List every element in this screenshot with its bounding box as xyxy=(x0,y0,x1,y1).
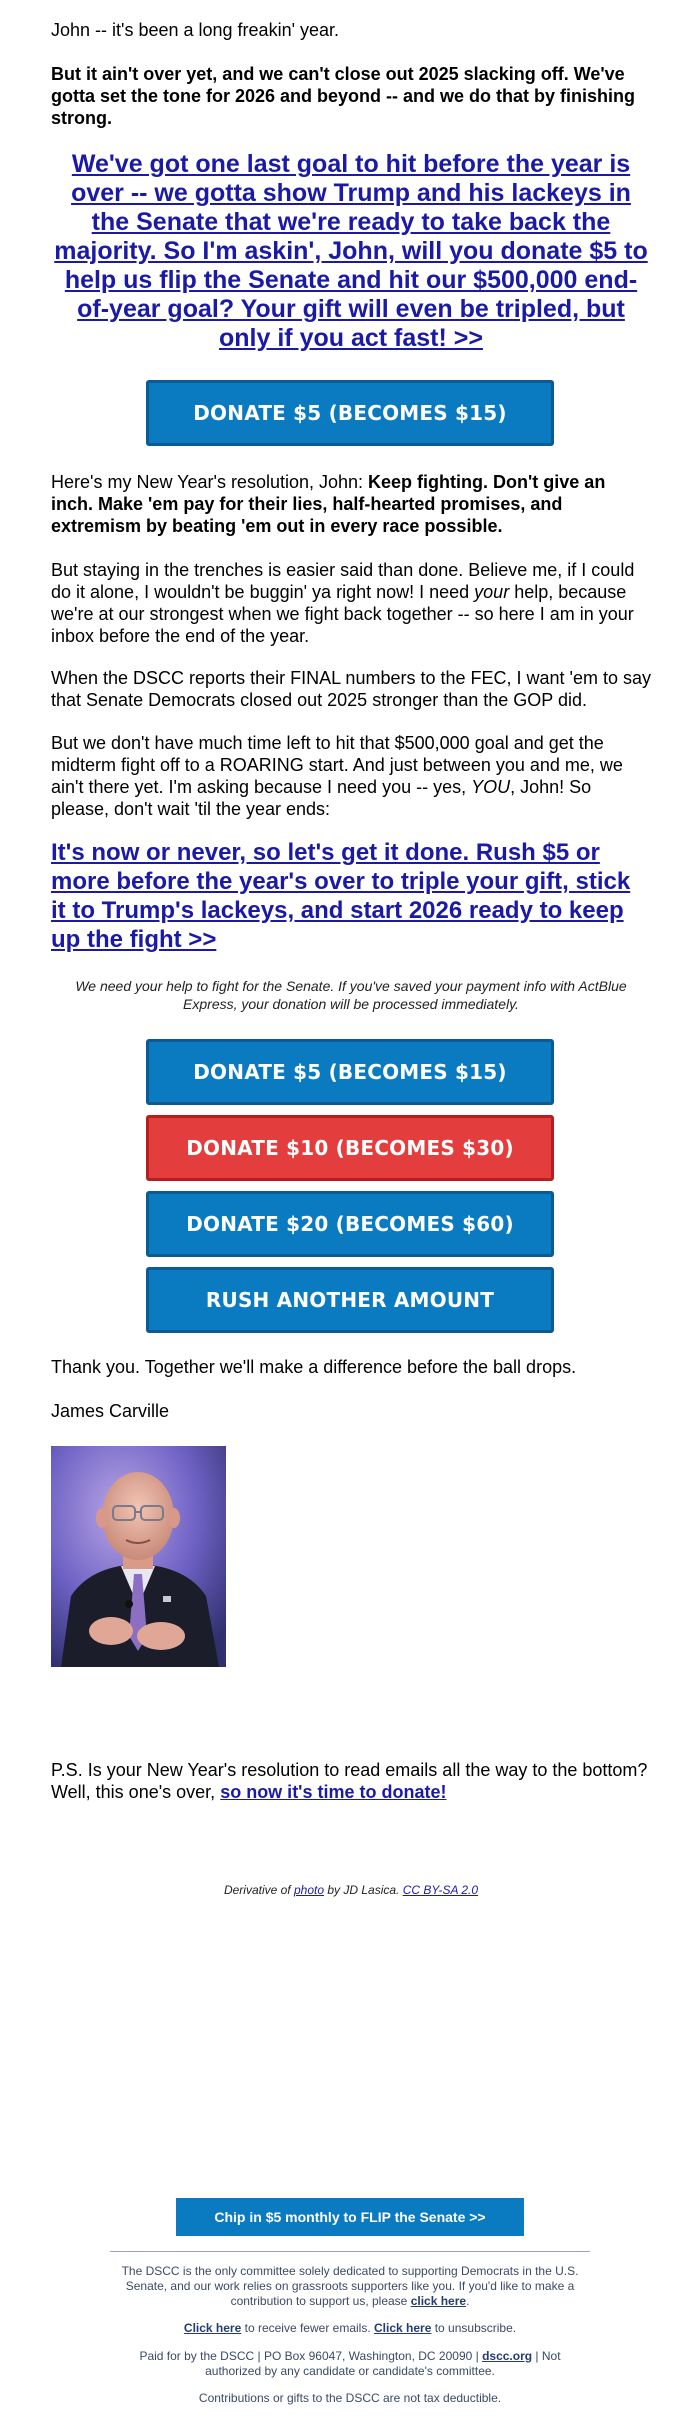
donate-20-button[interactable]: DONATE $20 (BECOMES $60) xyxy=(146,1191,554,1257)
dscc-reports-paragraph: When the DSCC reports their FINAL numbers to the FEC, I want 'em to say that Senate Democrats closed out 2025 stronger than the GOP did. xyxy=(51,668,651,710)
credit-middle: by JD Lasica. xyxy=(324,1883,403,1897)
donate-5-top-button[interactable]: DONATE $5 (BECOMES $15) xyxy=(146,380,554,446)
paid-for-after: | Not authorized by any candidate or candidate's committee. xyxy=(205,2349,561,2378)
trenches-before: But staying in the trenches is easier said than done. Believe me, if I could do it alone, I wouldn't be buggin' ya right now! I need xyxy=(51,560,635,602)
credit-license-link[interactable]: CC BY-SA 2.0 xyxy=(402,1883,479,1897)
footer-email-prefs xyxy=(118,2321,582,2336)
resolution-bold: Keep fighting. Don't give an inch. Make 'em pay for their lies, half-hearted promises, and extremism by beating 'em out in every race possible. xyxy=(51,472,606,536)
photo-credit xyxy=(51,1883,651,1898)
donate-10-button[interactable]: DONATE $10 (BECOMES $30) xyxy=(146,1115,554,1181)
thank-you-text: Thank you. Together we'll make a difference before the ball drops. xyxy=(51,1357,577,1377)
resolution-paragraph xyxy=(51,471,651,537)
ps-text: P.S. Is your New Year's resolution to read emails all the way to the bottom? Well, this one's over, xyxy=(51,1760,648,1802)
fewer-emails-link[interactable]: Click here xyxy=(183,2321,242,2335)
james-carville-photo xyxy=(51,1446,226,1667)
paid-for-before: Paid for by the DSCC | PO Box 96047, Washington, DC 20090 | xyxy=(139,2349,483,2363)
donate-5-button[interactable]: DONATE $5 (BECOMES $15) xyxy=(146,1039,554,1105)
footer-divider xyxy=(110,2251,590,2252)
trenches-paragraph xyxy=(51,559,651,647)
resolution-lead: Here's my New Year's resolution, John: xyxy=(51,472,369,492)
ps-donate-link[interactable]: so now it's time to donate! xyxy=(220,1782,447,1802)
dscc-site-link[interactable]: dscc.org xyxy=(482,2349,533,2363)
signature-name: James Carville xyxy=(51,1401,170,1421)
rush-donate-link[interactable]: It's now or never, so let's get it done. Rush $5 or more before the year's over to triple your gift, stick it to Trump's lackeys, and start 2026 ready to keep up the fight >> xyxy=(51,839,631,953)
headline-donate-link[interactable]: We've got one last goal to hit before the year is over -- we gotta show Trump and his lackeys in the Senate that we're ready to take back the majority. So I'm askin', John, will you donate $5 to help us flip the Senate and hit our $500,000 end-of-year goal? Your gift will even be tripled, but only if you act fast! >> xyxy=(54,150,648,352)
trenches-italic: your xyxy=(474,582,510,602)
time-left-paragraph xyxy=(51,732,651,820)
credit-prefix: Derivative of xyxy=(223,1883,294,1897)
credit-photo-link[interactable]: photo xyxy=(293,1883,324,1897)
unsubscribe-link[interactable]: Click here xyxy=(374,2321,432,2335)
footer-about xyxy=(118,2264,582,2309)
footer-about-text: The DSCC is the only committee solely dedicated to supporting Democrats in the U.S. Senate, and our work relies on grassroots supporters like you. If you'd like to make a contribution to support us, please xyxy=(121,2264,579,2308)
intro-bold-text: But it ain't over yet, and we can't close out 2025 slacking off. We've gotta set the tone for 2026 and beyond -- and we do that by finishing strong. xyxy=(51,64,636,128)
fewer-emails-text: to receive fewer emails. xyxy=(241,2321,374,2335)
footer-about-period: . xyxy=(466,2294,470,2308)
footer-contribute-link[interactable]: click here xyxy=(410,2294,467,2308)
rush-another-amount-button[interactable]: RUSH ANOTHER AMOUNT xyxy=(146,1267,554,1333)
time-left-after: , John! So please, don't wait 'til the year ends: xyxy=(51,777,592,819)
actblue-note: We need your help to fight for the Senate. If you've saved your payment info with ActBlue Express, your donation will be processed immediately. xyxy=(75,978,627,1012)
unsubscribe-text: to unsubscribe. xyxy=(431,2321,517,2335)
trenches-after: help, because we're at our strongest when we fight back together -- so here I am in your inbox before the end of the year. xyxy=(51,582,634,646)
time-left-before: But we don't have much time left to hit that $500,000 goal and get the midterm fight off to a ROARING start. And just between you and me, we ain't there yet. I'm asking because I need you -- yes, xyxy=(51,733,623,797)
ps-paragraph xyxy=(51,1759,661,1803)
portrait-illustration xyxy=(51,1446,226,1667)
paid-for-disclaimer xyxy=(118,2349,582,2379)
time-left-italic: YOU xyxy=(471,777,511,797)
chip-in-monthly-button[interactable]: Chip in $5 monthly to FLIP the Senate >> xyxy=(176,2198,524,2236)
tax-deductible-note: Contributions or gifts to the DSCC are not tax deductible. xyxy=(198,2391,502,2405)
greeting-text: John -- it's been a long freakin' year. xyxy=(51,20,340,40)
